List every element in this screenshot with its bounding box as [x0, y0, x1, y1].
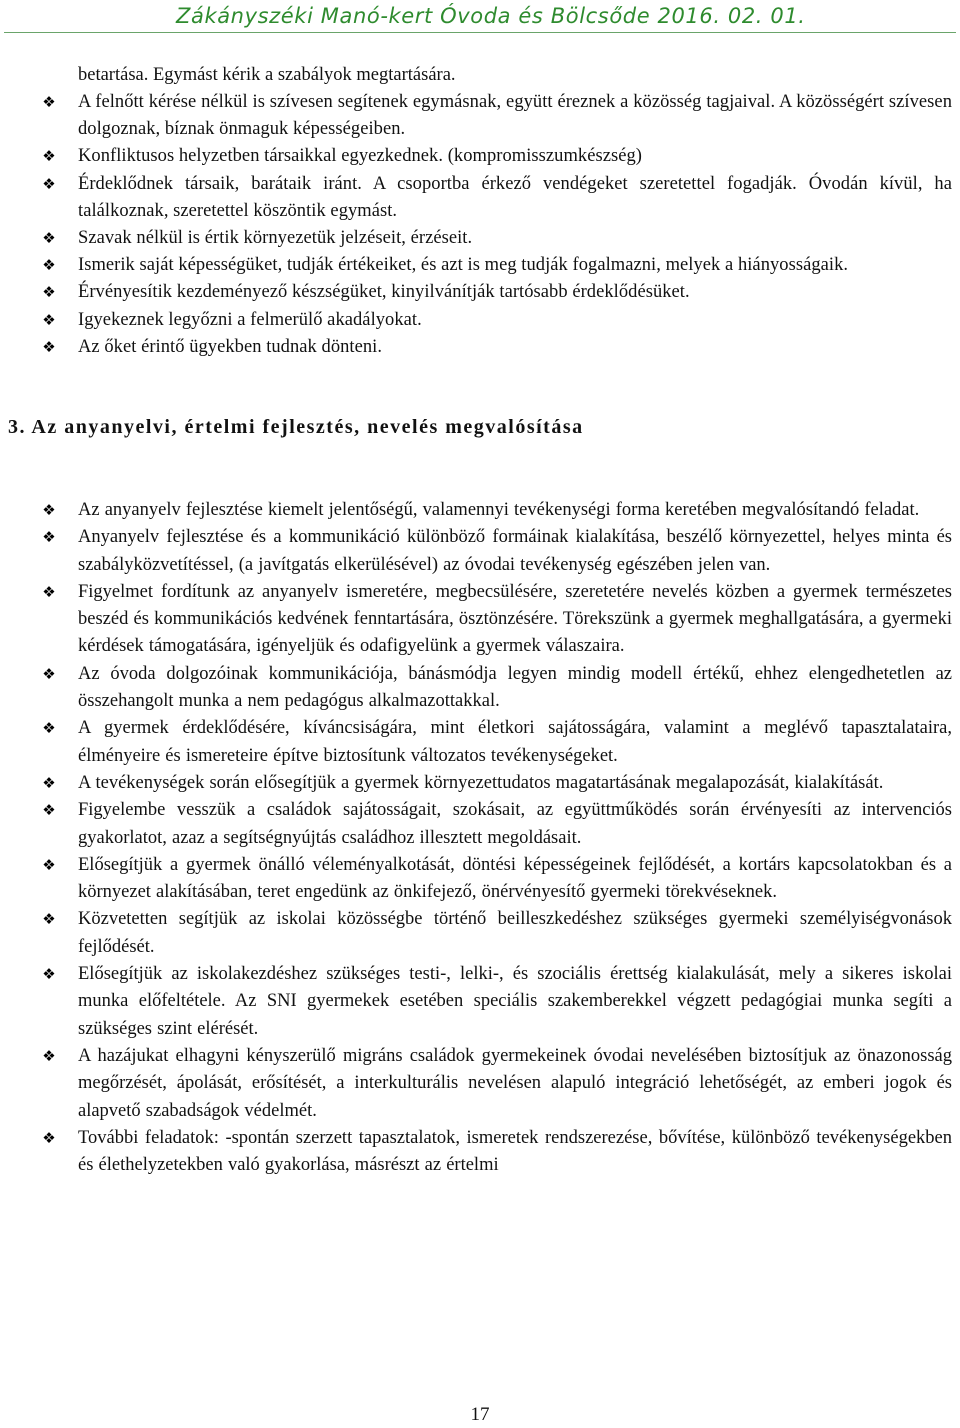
- list-item: ❖ Elősegítjük az iskolakezdéshez szükséges testi-, lelki-, és szociális érettség kialakulását, mely a sikeres iskolai munka előfeltétele. Az SNI gyermekek esetében speciális szakemberekkel végzett pedagógiai munka segíti a szükséges szint elérését.: [0, 961, 960, 1043]
- list-item: ❖ A felnőtt kérése nélkül is szívesen segítenek egymásnak, együtt éreznek a közösség tagjaival. A közösségért szívesen dolgoznak, bíznak önmaguk képességeiben.: [0, 89, 960, 143]
- list-item: ❖ A gyermek érdeklődésére, kíváncsiságára, mint életkori sajátosságára, valamint a meglévő tapasztalataira, élményeire és ismereteire építve biztosítunk változatos tevékenységeket.: [0, 715, 960, 770]
- diamond-bullet-icon: ❖: [42, 147, 56, 166]
- diamond-bullet-icon: ❖: [42, 719, 56, 738]
- continuation-text: betartása. Egymást kérik a szabályok megtartására.: [78, 65, 456, 85]
- diamond-bullet-icon: ❖: [42, 801, 56, 820]
- header-divider: [4, 32, 956, 33]
- diamond-bullet-icon: ❖: [42, 855, 56, 874]
- diamond-bullet-icon: ❖: [42, 965, 56, 984]
- section-heading: 3. Az anyanyelvi, értelmi fejlesztés, nevelés megvalósítása: [8, 416, 584, 438]
- list-item: ❖ A hazájukat elhagyni kényszerülő migráns családok gyermekeinek óvodai nevelésében biztosítjuk az önazonosság megőrzését, ápolását, erősítését, a interkulturális nevelésen alapuló integráció lehetőségét, az emberi jogok és alapvető szabadságok védelmét.: [0, 1043, 960, 1125]
- list-item: ❖ Figyelembe vesszük a családok sajátosságait, szokásait, az együttműködés során érvényesíti az intervenciós gyakorlatot, azaz a segítségnyújtás családhoz illesztett megoldásait.: [0, 797, 960, 852]
- diamond-bullet-icon: ❖: [42, 337, 56, 356]
- list-item: ❖ További feladatok: -spontán szerzett tapasztalatok, ismeretek rendszerezése, bővítése, különböző tevékenységekben és élethelyzetekben való gyakorlása, másrészt az értelmi: [0, 1125, 960, 1180]
- social-outcomes-list: [0, 89, 960, 361]
- diamond-bullet-icon: ❖: [42, 501, 56, 519]
- list-item: ❖ Anyanyelv fejlesztése és a kommunikáció különböző formáinak kialakítása, beszélő környezettel, helyes minta és szabályközvetítéssel, (a javítgatás elkerülésével) az óvodai tevékenység egészében jelen van.: [0, 524, 960, 579]
- diamond-bullet-icon: ❖: [42, 664, 56, 683]
- list-item: ❖ Érdeklődnek társaik, barátaik iránt. A csoportba érkező vendégeket szeretettel fogadják. Óvodán kívül, ha találkoznak, szeretettel köszöntik egymást.: [0, 171, 960, 225]
- diamond-bullet-icon: ❖: [42, 229, 56, 248]
- diamond-bullet-icon: ❖: [42, 528, 56, 547]
- list-item: ❖ Az anyanyelv fejlesztése kiemelt jelentőségű, valamennyi tevékenységi forma keretében megvalósítandó feladat.: [0, 497, 960, 524]
- list-item: ❖ A tevékenységek során elősegítjük a gyermek környezettudatos magatartásának megalapozását, kialakítását.: [0, 770, 960, 797]
- list-item: ❖ Az óvoda dolgozóinak kommunikációja, bánásmódja legyen mindig modell értékű, ehhez elengedhetetlen az összehangolt munka a nem pedagógus alkalmazottakkal.: [0, 661, 960, 716]
- diamond-bullet-icon: ❖: [42, 910, 56, 929]
- header-title: Zákányszéki Manó-kert Óvoda és Bölcsőde 2016. 02. 01.: [176, 4, 806, 28]
- diamond-bullet-icon: ❖: [42, 310, 56, 329]
- list-item: ❖ Igyekeznek legyőzni a felmerülő akadályokat.: [0, 307, 960, 334]
- list-item: ❖ Konfliktusos helyzetben társaikkal egyezkednek. (kompromisszumkészség): [0, 143, 960, 170]
- diamond-bullet-icon: ❖: [42, 773, 56, 792]
- diamond-bullet-icon: ❖: [42, 283, 56, 302]
- list-item: ❖ Az őket érintő ügyekben tudnak dönteni.: [0, 334, 960, 361]
- list-item: ❖ Érvényesítik kezdeményező készségüket, kinyilvánítják tartósabb érdeklődésüket.: [0, 279, 960, 306]
- list-item: ❖ Szavak nélkül is értik környezetük jelzéseit, érzéseit.: [0, 225, 960, 252]
- list-item: ❖ Elősegítjük a gyermek önálló véleményalkotását, döntési képességeinek fejlődését, a kortárs kapcsolatokban és a környezet alakításában, teret engedünk az önkifejező, önérvényesítő gyermeki törekvéseknek.: [0, 852, 960, 907]
- diamond-bullet-icon: ❖: [42, 1046, 56, 1065]
- diamond-bullet-icon: ❖: [42, 256, 56, 275]
- list-item: ❖ Figyelmet fordítunk az anyanyelv ismeretére, megbecsülésére, szeretetére nevelés közben a gyermek természetes beszéd és kommunikációs kedvének fenntartására, ösztönzésére. Törekszünk a gyermek meghallgatására, a gyermeki kérdések támogatására, igényeljük és odafigyelünk a gyermek válaszaira.: [0, 579, 960, 661]
- page-header: [0, 0, 960, 36]
- list-item: ❖ Közvetetten segítjük az iskolai közösségbe történő beilleszkedéshez szükséges gyermeki személyiségvonások fejlődését.: [0, 906, 960, 961]
- diamond-bullet-icon: ❖: [42, 582, 56, 601]
- list-item: ❖ Ismerik saját képességüket, tudják értékeiket, és azt is meg tudják fogalmazni, melyek a hiányosságaik.: [0, 252, 960, 279]
- page-number: 17: [470, 1404, 490, 1425]
- language-development-list: [0, 497, 960, 1179]
- diamond-bullet-icon: ❖: [42, 1128, 56, 1147]
- diamond-bullet-icon: ❖: [42, 93, 56, 111]
- diamond-bullet-icon: ❖: [42, 174, 56, 193]
